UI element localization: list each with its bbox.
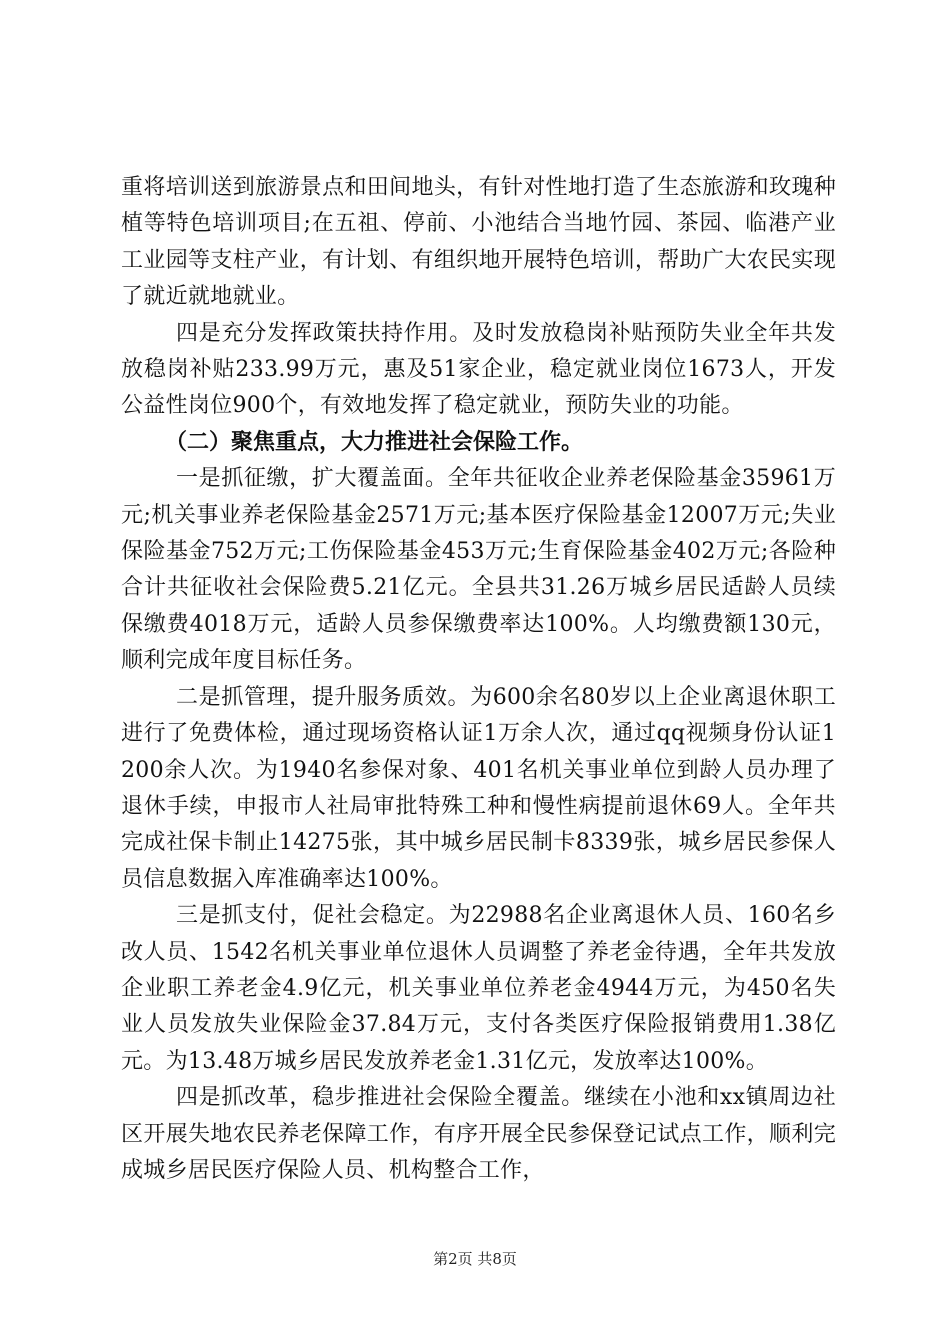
page-number-footer: 第2页 共8页	[433, 1250, 517, 1268]
paragraph-policy-support: 四是充分发挥政策扶持作用。及时发放稳岗补贴预防失业全年共发放稳岗补贴233.99万元，惠及51家企业，稳定就业岗位1673人，开发公益性岗位900个，有效地发挥了稳定就业，预防失业的功能。	[121, 320, 836, 419]
paragraph-collection: 一是抓征缴，扩大覆盖面。全年共征收企业养老保险基金35961万元;机关事业养老保险基金2571万元;基本医疗保险基金12007万元;失业保险基金752万元;工伤保险基金453万元;生育保险基金402万元;各险种合计共征收社会保险费5.21亿元。全县共31.26万城乡居民适龄人员续保缴费4018万元，适龄人员参保缴费率达100%。人均缴费额130元，顺利完成年度目标任务。	[121, 466, 836, 674]
paragraph-management: 二是抓管理，提升服务质效。为600余名80岁以上企业离退休职工进行了免费体检，通过现场资格认证1万余人次，通过qq视频身份认证1200余人次。为1940名参保对象、401名机关事业单位到龄人员办理了退休手续，申报市人社局审批特殊工种和慢性病提前退休69人。全年共完成社保卡制止14275张，其中城乡居民制卡8339张，城乡居民参保人员信息数据入库准确率达100%。	[121, 684, 836, 892]
paragraph-payment: 三是抓支付，促社会稳定。为22988名企业离退休人员、160名乡改人员、1542名机关事业单位退休人员调整了养老金待遇，全年共发放企业职工养老金4.9亿元，机关事业单位养老金4944万元，为450名失业人员发放失业保险金37.84万元，支付各类医疗保险报销费用1.38亿元。为13.48万城乡居民发放养老金1.31亿元，发放率达100%。	[121, 903, 836, 1074]
document-body	[121, 170, 836, 1189]
paragraph-reform: 四是抓改革，稳步推进社会保险全覆盖。继续在小池和xx镇周边社区开展失地农民养老保障工作，有序开展全民参保登记试点工作，顺利完成城乡居民医疗保险人员、机构整合工作，	[121, 1085, 836, 1183]
paragraph-training-continued: 重将培训送到旅游景点和田间地头，有针对性地打造了生态旅游和玫瑰种植等特色培训项目;在五祖、停前、小池结合当地竹园、茶园、临港产业工业园等支柱产业，有计划、有组织地开展特色培训，帮助广大农民实现了就近就地就业。	[121, 175, 836, 310]
section-heading-social-insurance: （二）聚焦重点，大力推进社会保险工作。	[165, 429, 584, 455]
